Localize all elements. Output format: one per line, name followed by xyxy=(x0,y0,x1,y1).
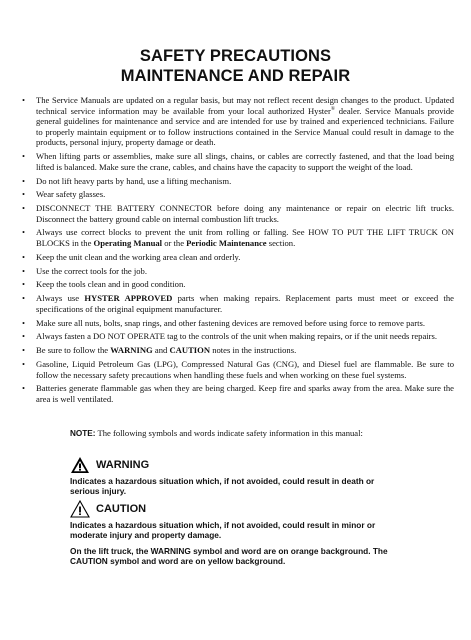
bullet-icon: • xyxy=(22,345,26,356)
list-item: • Keep the unit clean and the working area clean and orderly. xyxy=(22,251,241,262)
title-line-1: SAFETY PRECAUTIONS xyxy=(139,47,332,65)
list-item: • The Service Manuals are updated on a regular basis, but may not reflect recent design changes to the product. Updated technical service information may be available from your local authorized Hyster® dealer. Service Manuals provide general guidelines for maintenance and service and are intended for use by trained and experienced technicians. Failure to properly maintain equipment or to follow instructions contained in the Service Manual could result in damage to the products, personal injury, property damage or death. xyxy=(22,95,454,148)
caution-triangle-icon xyxy=(70,500,90,518)
warning-triangle-icon xyxy=(70,456,90,474)
list-item: • Keep the tools clean and in good condition. xyxy=(22,279,186,290)
bullet-icon: • xyxy=(22,331,26,342)
warning-text: Indicates a hazardous situation which, if not avoided, could result in death or serious injury. xyxy=(70,476,375,497)
bullet-icon: • xyxy=(22,95,26,105)
caution-label: CAUTION xyxy=(96,503,147,515)
caution-text: Indicates a hazardous situation which, if not avoided, could result in minor or moderate injury and property damage. xyxy=(70,520,376,541)
bullet-icon: • xyxy=(22,265,26,276)
list-item: • Wear safety glasses. xyxy=(22,189,106,200)
bullet-icon: • xyxy=(22,358,26,369)
list-item: • Do not lift heavy parts by hand, use a lifting mechanism. xyxy=(22,175,232,186)
warning-label: WARNING xyxy=(96,459,150,471)
bullet-icon: • xyxy=(22,279,26,290)
bullet-icon: • xyxy=(22,203,26,214)
list-item: • Use the correct tools for the job. xyxy=(22,265,147,276)
list-item: • Always use HYSTER APPROVED parts when making repairs. Replacement parts must meet or exceed the specifications of the original equipment manufacturer. xyxy=(22,293,454,314)
symbol-note: On the lift truck, the WARNING symbol and word are on orange background. The CAUTION symbol and word are on yellow background. xyxy=(70,546,388,567)
note-block xyxy=(70,428,370,440)
list-item: • DISCONNECT THE BATTERY CONNECTOR before doing any maintenance or repair on electric lift trucks. Disconnect the battery ground cable on internal combustion lift trucks. xyxy=(22,203,454,224)
bullet-icon: • xyxy=(22,189,26,200)
list-item: • Gasoline, Liquid Petroleum Gas (LPG), Compressed Natural Gas (CNG), and Diesel fuel are flammable. Be sure to follow the necessary safety precautions when handling these fuels and when working on these fuel systems. xyxy=(22,358,454,380)
list-item: • When lifting parts or assemblies, make sure all slings, chains, or cables are correctly fastened, and that the load being lifted is balanced. Make sure the crane, cables, and chains have the capacity to support the weight of the load. xyxy=(22,151,454,172)
page-title xyxy=(0,46,471,86)
warning-heading xyxy=(70,456,149,474)
bullet-icon: • xyxy=(22,175,26,186)
bullet-icon: • xyxy=(22,317,26,328)
bullet-icon: • xyxy=(22,383,26,394)
caution-ref: CAUTION xyxy=(169,345,211,356)
list-item: • Always fasten a DO NOT OPERATE tag to the controls of the unit when making repairs, or if the unit needs repairs. xyxy=(22,331,438,342)
list-item: • Make sure all nuts, bolts, snap rings, and other fastening devices are removed before using force to remove parts. xyxy=(22,317,425,328)
bullet-icon: • xyxy=(22,151,26,162)
caution-heading xyxy=(70,500,146,518)
bullet-icon: • xyxy=(22,227,26,238)
list-item: • Be sure to follow the WARNING and CAUTION notes in the instructions. xyxy=(22,345,297,356)
warning-ref: WARNING xyxy=(110,345,153,356)
list-item: • Batteries generate flammable gas when they are being charged. Keep fire and sparks away from the area. Make sure the area is well ventilated. xyxy=(22,383,454,404)
title-line-2: MAINTENANCE AND REPAIR xyxy=(120,67,351,85)
note-text: The following symbols and words indicate safety information in this manual: xyxy=(95,428,363,438)
note-label: NOTE: xyxy=(70,429,96,438)
hyster-approved-text: HYSTER APPROVED xyxy=(84,293,173,304)
precautions-list xyxy=(22,95,454,408)
periodic-maintenance-ref: Periodic Maintenance xyxy=(186,238,267,249)
operating-manual-ref: Operating Manual xyxy=(93,238,163,249)
bullet-icon: • xyxy=(22,293,26,304)
list-item: • Always use correct blocks to prevent the unit from rolling or falling. See HOW TO PUT THE LIFT TRUCK ON BLOCKS in the Operating Manual or the Periodic Maintenance section. xyxy=(22,227,454,249)
bullet-icon: • xyxy=(22,251,26,262)
